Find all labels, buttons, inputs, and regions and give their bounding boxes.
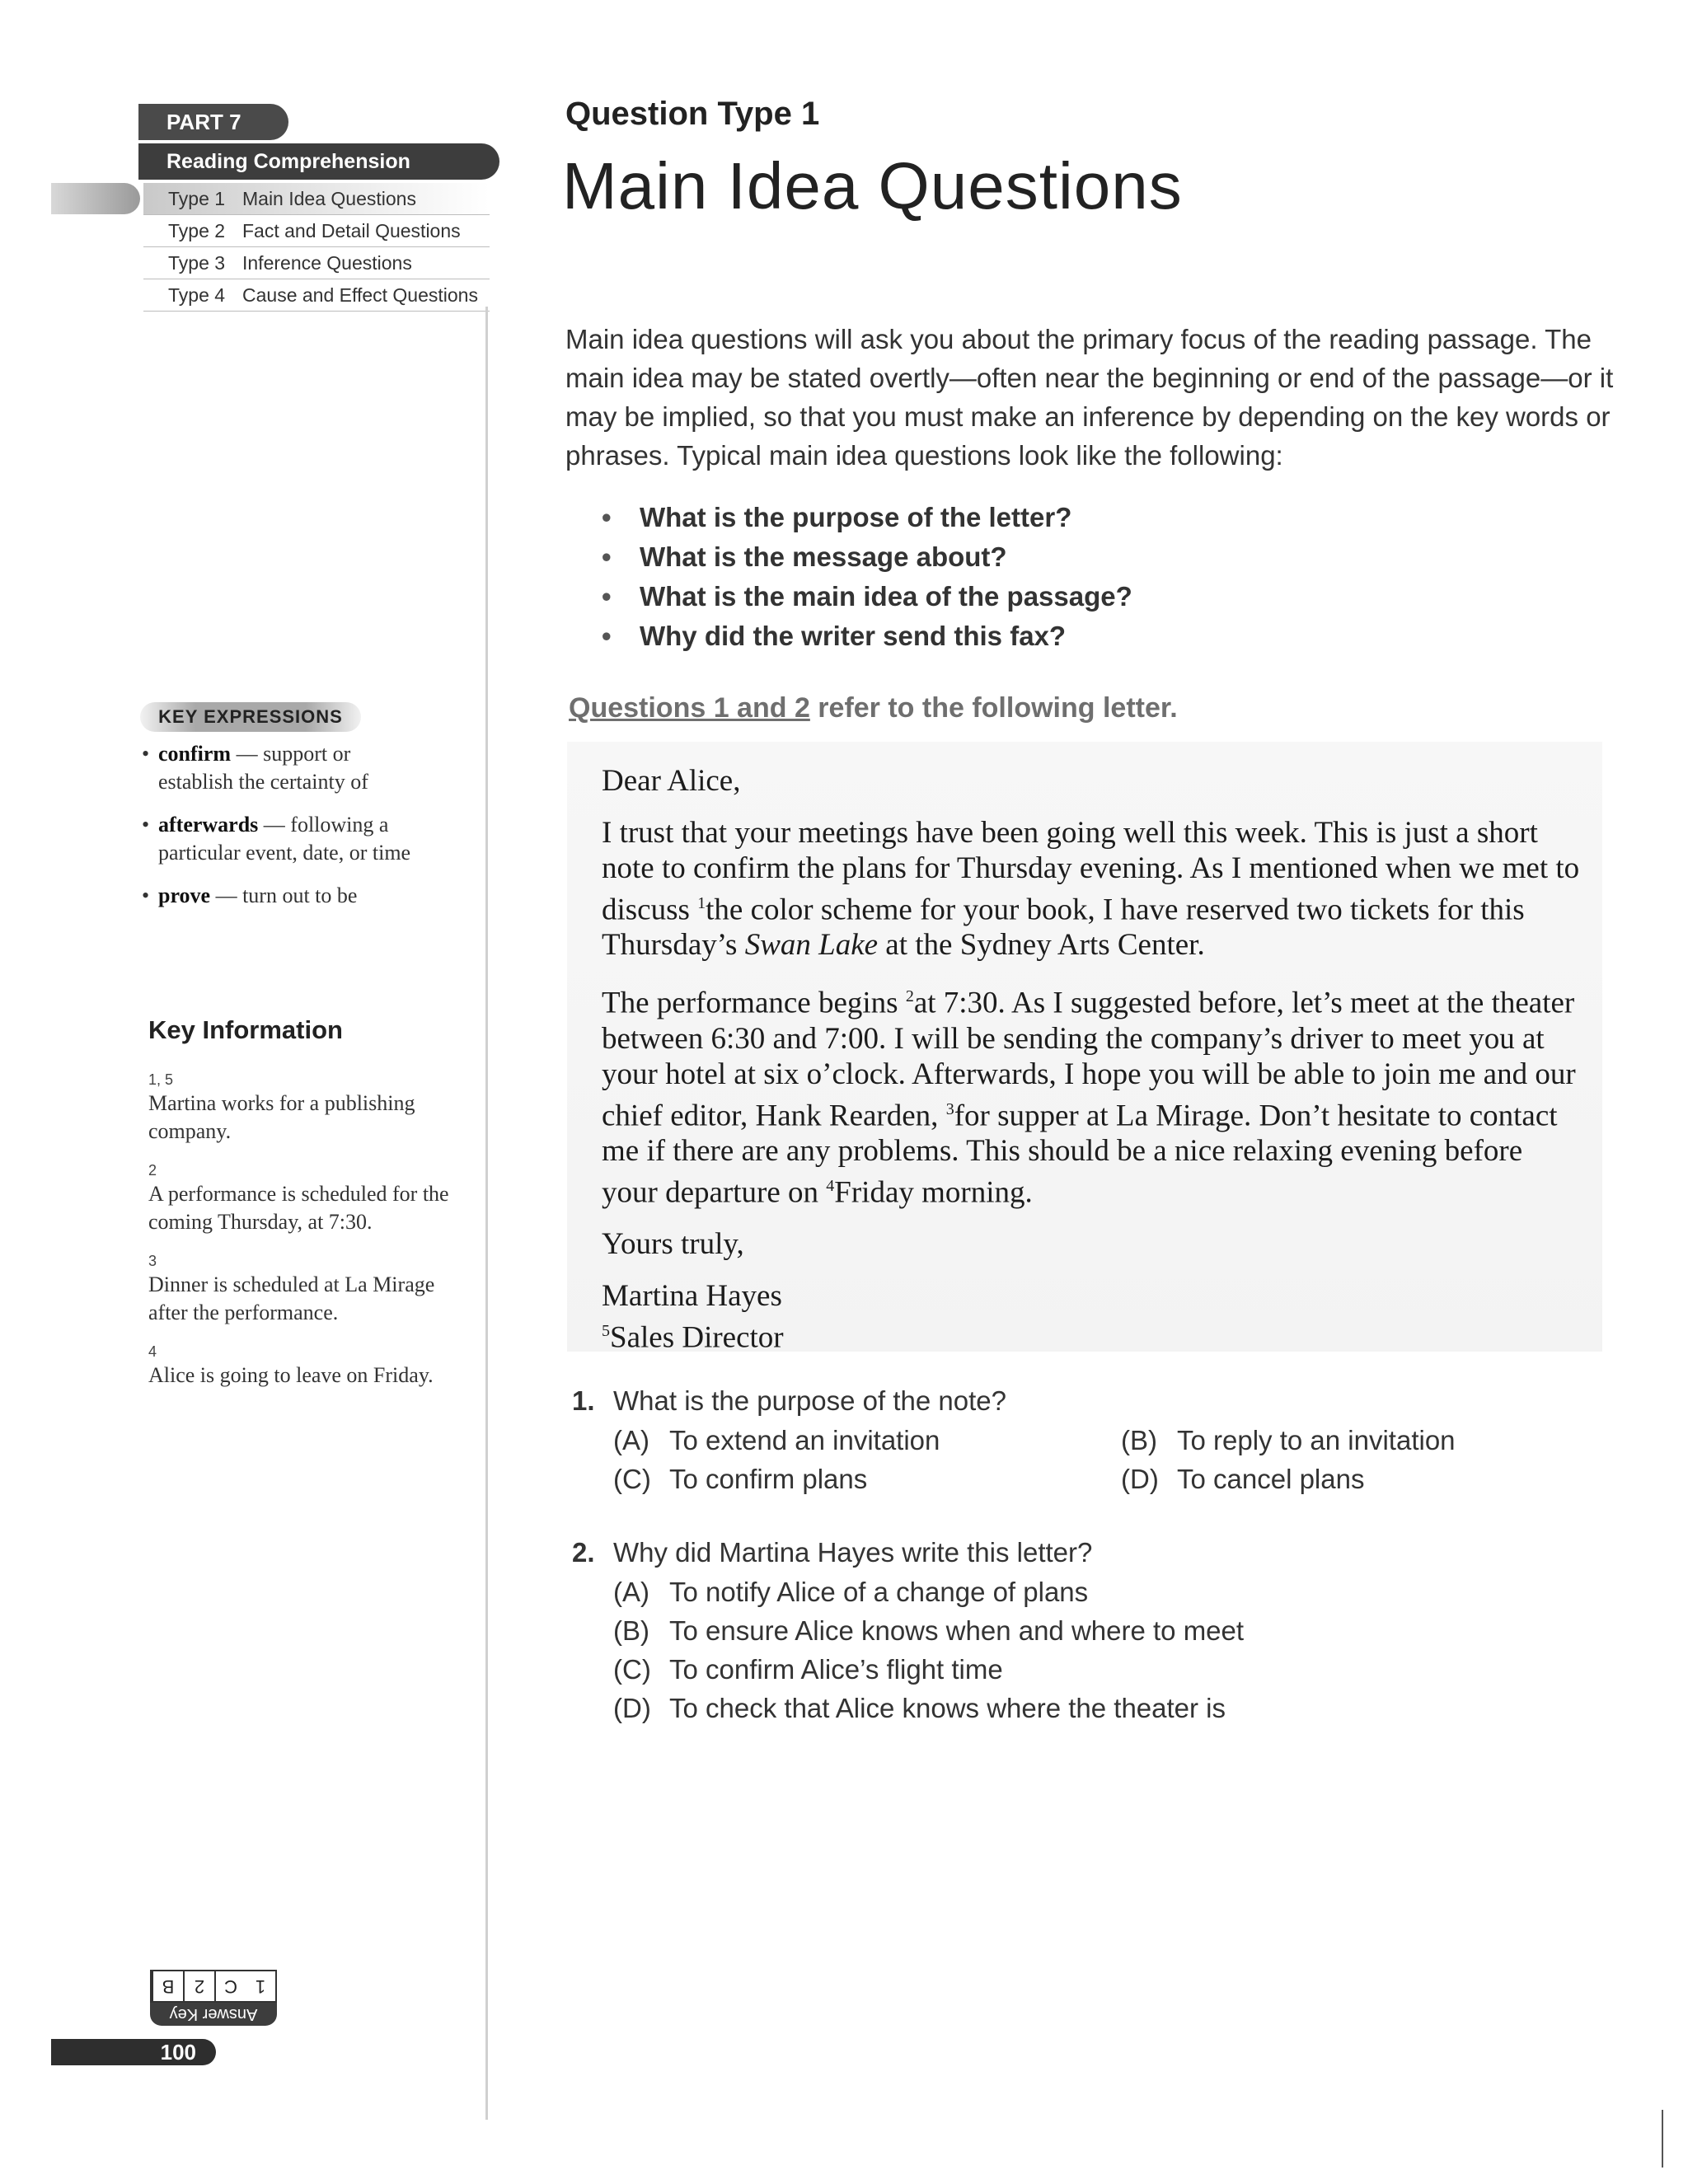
letter-paragraph-2: The performance begins $^2$at 7:30. As I suggested before, let’s meet at the theater between 6:30 and 7:00. I will be sending the company’s driver to meet you at your hotel at six o’clock. Afterwards, I hope you will be able to join me and our chief editor, Hank Rearden, $^3$for supper at La Mirage. Don’t hesitate to contact me if there are any problems. This should be a nice relaxing evening before your departure on $^4$Friday morning. [602, 986, 1576, 1210]
letter-signature-title: $^5$Sales Director [602, 1320, 784, 1355]
answer-key-cell: 1 [255, 1976, 266, 1997]
key-expression-item: • afterwards — following a particular event, date, or time [142, 811, 488, 867]
letter-passage [567, 742, 1602, 1355]
type-label: Fact and Detail Questions [242, 220, 461, 241]
answer-option[interactable]: (C) To confirm Alice’s flight time [613, 1654, 1003, 1685]
example-question: • What is the message about? [602, 541, 1007, 572]
answer-key-label: Answer Key [150, 2003, 277, 2026]
key-info-text: Martina works for a publishing company. [148, 1091, 415, 1143]
question-1 [572, 1381, 1627, 1498]
key-info-item [148, 1342, 478, 1390]
question-2 [572, 1533, 1627, 1727]
example-question: • What is the main idea of the passage? [602, 581, 1132, 612]
question-type-label: Question Type 1 [565, 96, 820, 132]
page-title: Main Idea Questions [562, 149, 1183, 223]
key-expression-term: afterwards [158, 813, 259, 837]
question-stem: What is the purpose of the note? [613, 1385, 1006, 1416]
key-info-item [148, 1160, 478, 1236]
letter-paragraph-1: I trust that your meetings have been going well this week. This is just a short note to confirm the plans for Thursday evening. As I mentioned when we met to discuss $^1$the color scheme for your book, I have reserved two tickets for this Thursday’s Swan Lake at the Sydney Arts Center. [602, 816, 1580, 963]
scan-edge-line [1662, 2110, 1663, 2168]
question-type-list [143, 183, 490, 312]
letter-greeting: Dear Alice, [602, 764, 741, 798]
letter-signature-name: Martina Hayes [602, 1279, 782, 1314]
key-info-item [148, 1070, 478, 1146]
key-expressions-list [142, 740, 488, 925]
answer-option[interactable]: (C) To confirm plans [613, 1464, 868, 1494]
answer-key-cell: B [152, 1971, 183, 2001]
key-expressions-heading: KEY EXPRESSIONS [140, 702, 361, 732]
answer-option[interactable]: (A) To extend an invitation [613, 1425, 940, 1455]
letter-closing: Yours truly, [602, 1227, 744, 1262]
key-expression-def: — turn out to be [215, 883, 358, 907]
answer-key-cell: 2 [183, 1971, 214, 2001]
key-expression-def-cont: particular event, date, or time [158, 841, 411, 865]
example-question: • Why did the writer send this fax? [602, 621, 1067, 651]
example-question-text: What is the main idea of the passage? [640, 581, 1132, 612]
type-number: Type 3 [168, 252, 226, 274]
answer-option[interactable]: (D) To check that Alice knows where the theater is [613, 1693, 1226, 1723]
answer-option[interactable]: (B) To reply to an invitation [1121, 1425, 1456, 1455]
key-info-ref: 1, 5 [148, 1071, 174, 1088]
type-item-inference [143, 247, 490, 279]
key-info-item [148, 1251, 478, 1327]
type-label: Cause and Effect Questions [242, 284, 478, 306]
answer-key-cells [150, 1970, 277, 2003]
key-information-heading: Key Information [148, 1015, 343, 1044]
question-stem: Why did Martina Hayes write this letter? [613, 1537, 1093, 1568]
example-question-text: What is the message about? [640, 541, 1007, 572]
type-label: Main Idea Questions [242, 188, 416, 209]
key-info-ref: 4 [148, 1343, 157, 1360]
answer-option[interactable]: (B) To ensure Alice knows when and where to meet [613, 1615, 1245, 1646]
key-expression-term: confirm [158, 742, 232, 766]
answer-key [150, 1970, 277, 2026]
key-info-ref: 3 [148, 1253, 157, 1269]
answer-option[interactable]: (D) To cancel plans [1121, 1464, 1365, 1494]
sidebar-divider [485, 307, 488, 2120]
type-number: Type 4 [168, 284, 226, 306]
key-info-ref: 2 [148, 1162, 157, 1179]
current-type-marker [51, 183, 140, 214]
key-info-text: Alice is going to leave on Friday. [148, 1363, 434, 1387]
type-item-cause-effect [143, 279, 490, 312]
answer-key-cell: C [214, 1971, 246, 2001]
section-title: Reading Comprehension [138, 143, 499, 180]
passage-reference-questions: Questions 1 and 2 [569, 692, 810, 724]
key-expression-def-cont: establish the certainty of [158, 770, 368, 794]
key-expression-def: — following a [263, 813, 389, 837]
answer-option[interactable]: (A) To notify Alice of a change of plans [613, 1577, 1089, 1607]
example-question: • What is the purpose of the letter? [602, 502, 1072, 532]
type-number: Type 2 [168, 220, 226, 241]
key-expression-def: — support or [236, 742, 351, 766]
type-number: Type 1 [168, 188, 226, 209]
example-questions-list [602, 498, 1508, 656]
question-number: 1. [572, 1385, 595, 1416]
question-number: 2. [572, 1537, 595, 1568]
type-item-fact-detail [143, 215, 490, 247]
type-label: Inference Questions [242, 252, 412, 274]
key-expression-term: prove [158, 883, 211, 907]
passage-reference [569, 692, 1178, 724]
key-information-list [148, 1070, 478, 1404]
key-info-text: A performance is scheduled for the coming Thursday, at 7:30. [148, 1182, 449, 1234]
key-info-text: Dinner is scheduled at La Mirage after the performance. [148, 1272, 435, 1324]
example-question-text: What is the purpose of the letter? [640, 502, 1072, 532]
type-item-main-idea [143, 183, 490, 215]
passage-reference-text: refer to the following letter. [809, 692, 1178, 724]
part-tab: PART 7 [138, 104, 288, 140]
example-question-text: Why did the writer send this fax? [640, 621, 1067, 651]
page-number: 100 [51, 2039, 216, 2065]
intro-paragraph: Main idea questions will ask you about the primary focus of the reading passage. The main idea may be stated overtly—often near the beginning or end of the passage—or it may be implied, so that you must make an inference by depending on the key words or phrases. Typical main idea questions look like the following: [565, 324, 1614, 471]
key-expression-item: • prove — turn out to be [142, 883, 358, 907]
key-expression-item: • confirm — support or establish the certainty of [142, 740, 488, 796]
